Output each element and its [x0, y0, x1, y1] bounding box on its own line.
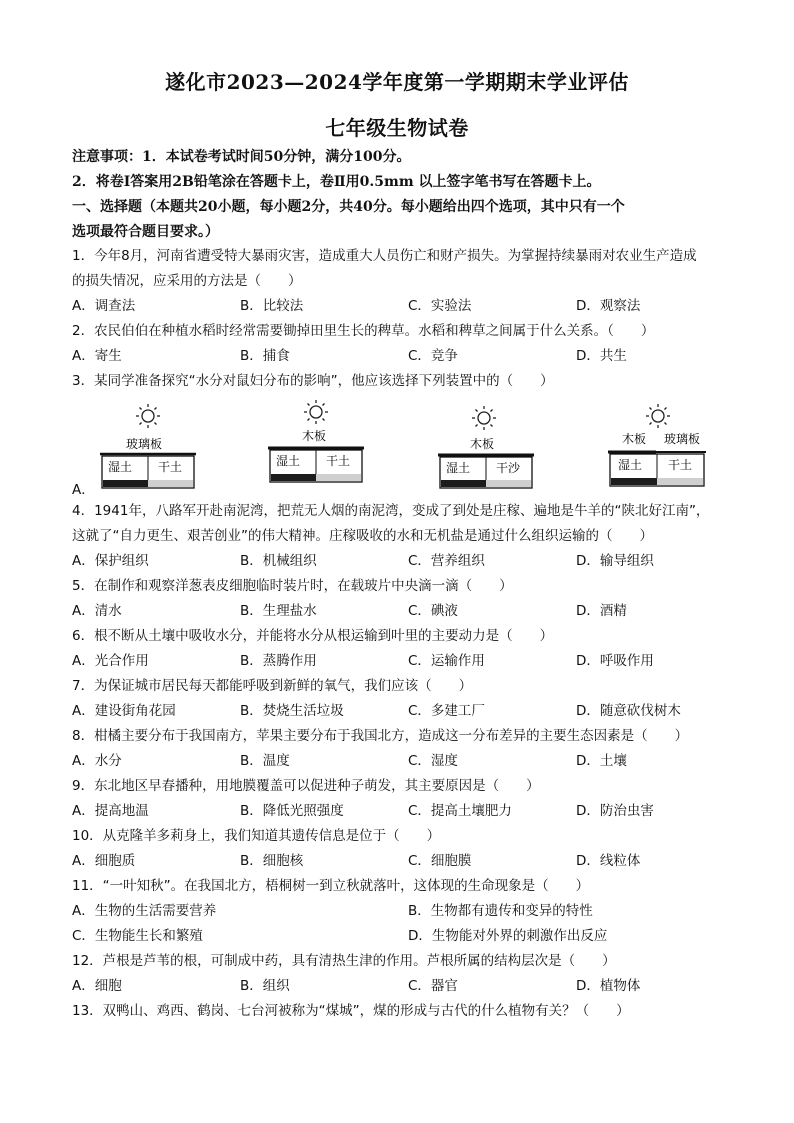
- sun-icon: [646, 404, 670, 428]
- question-4-stem-2: 这就了“自力更生、艰苦创业”的伟大精神。庄稼吸收的水和无机盐是通过什么组织运输的（ ）: [72, 528, 653, 544]
- device-3-right-label: 干沙: [496, 461, 521, 475]
- question-7-stem: 7．为保证城市居民每天都能呼吸到新鲜的氧气，我们应该（ ）: [72, 678, 473, 694]
- device-2-left-label: 湿土: [276, 454, 301, 468]
- device-4-right-label: 干土: [668, 458, 693, 472]
- question-3-stem: 3．某同学准备探究“水分对鼠妇分布的影响”，他应该选择下列装置中的（ ）: [72, 373, 554, 389]
- question-12-option-c: C．器官: [408, 978, 458, 994]
- question-8-option-d: D．土壤: [576, 753, 627, 769]
- question-6-option-c: C．运输作用: [408, 653, 485, 669]
- question-7-option-b: B．焚烧生活垃圾: [240, 703, 344, 719]
- notes-line-2: 2．将卷Ⅰ答案用2B铅笔涂在答题卡上，卷Ⅱ用0.5mm 以上签字笔书写在答题卡上。: [72, 174, 601, 190]
- question-9-option-b: B．降低光照强度: [240, 803, 344, 819]
- question-10-option-d: D．线粒体: [576, 853, 641, 869]
- question-6-option-a: A．光合作用: [72, 653, 149, 669]
- question-7-option-c: C．多建工厂: [408, 703, 485, 719]
- question-5-option-c: C．碘液: [408, 603, 458, 619]
- sun-icon: [136, 404, 160, 428]
- question-12-option-a: A．细胞: [72, 978, 122, 994]
- question-12-option-d: D．植物体: [576, 978, 641, 994]
- question-10-option-b: B．细胞核: [240, 853, 304, 869]
- question-6-option-d: D．呼吸作用: [576, 653, 654, 669]
- question-8-option-b: B．温度: [240, 753, 290, 769]
- question-4-option-d: D．输导组织: [576, 553, 654, 569]
- question-11-option-d: D．生物能对外界的刺激作出反应: [408, 928, 608, 944]
- question-5-stem: 5．在制作和观察洋葱表皮细胞临时装片时，在载玻片中央滴一滴（ ）: [72, 578, 513, 594]
- device-2-right-label: 干土: [326, 454, 351, 468]
- question-2-stem: 2．农民伯伯在种植水稻时经常需要锄掉田里生长的稗草。水稻和稗草之间属于什么关系。（ ）: [72, 323, 655, 339]
- device-1-cover-label: 玻璃板: [126, 437, 163, 451]
- question-2-option-a: A．寄生: [72, 348, 122, 364]
- notes-line-1: 注意事项：1．本试卷考试时间50分钟，满分100分。: [72, 149, 411, 165]
- question-9-option-a: A．提高地温: [72, 803, 149, 819]
- question-10-option-a: A．细胞质: [72, 853, 136, 869]
- device-4: [606, 398, 716, 494]
- sun-icon: [472, 406, 496, 430]
- question-6-option-b: B．蒸腾作用: [240, 653, 317, 669]
- question-4-option-b: B．机械组织: [240, 553, 317, 569]
- question-9-stem: 9．东北地区早春播种，用地膜覆盖可以促进种子萌发，其主要原因是（ ）: [72, 778, 540, 794]
- device-4-left-label: 湿土: [618, 458, 643, 472]
- question-4-option-c: C．营养组织: [408, 553, 485, 569]
- question-5-option-d: D．酒精: [576, 603, 627, 619]
- device-3-left-label: 湿土: [446, 461, 471, 475]
- question-5-option-a: A．清水: [72, 603, 122, 619]
- question-1-option-c: C．实验法: [408, 298, 472, 314]
- exam-title: 遂化市2023—2024学年度第一学期期末学业评估: [165, 70, 629, 94]
- device-1-left-label: 湿土: [108, 460, 133, 474]
- device-4-cover-left-label: 木板: [622, 432, 647, 446]
- question-4-stem-1: 4．1941年，八路军开赴南泥湾，把荒无人烟的南泥湾，变成了到处是庄稼、遍地是牛羊的“陕北好江南”，: [72, 503, 710, 519]
- device-2: [266, 398, 366, 494]
- question-1-stem-1: 1．今年8月，河南省遭受特大暴雨灾害，造成重大人员伤亡和财产损失。为掌握持续暴雨对农业生产造成: [72, 248, 697, 264]
- question-2-option-c: C．竞争: [408, 348, 458, 364]
- device-4-cover-right-label: 玻璃板: [664, 432, 701, 446]
- question-11-option-a: A．生物的生活需要营养: [72, 903, 217, 919]
- question-1-stem-2: 的损失情况，应采用的方法是（ ）: [72, 273, 302, 289]
- question-11-option-c: C．生物能生长和繁殖: [72, 928, 203, 944]
- question-7-option-a: A．建设街角花园: [72, 703, 176, 719]
- question-1-option-a: A．调查法: [72, 298, 136, 314]
- device-3: [436, 398, 536, 494]
- device-3-cover-label: 木板: [470, 437, 495, 451]
- question-8-stem: 8．柑橘主要分布于我国南方，苹果主要分布于我国北方，造成这一分布差异的主要生态因素是（ ）: [72, 728, 689, 744]
- question-12-option-b: B．组织: [240, 978, 290, 994]
- question-10-option-c: C．细胞膜: [408, 853, 472, 869]
- exam-subtitle: 七年级生物试卷: [325, 116, 469, 140]
- question-8-option-c: C．湿度: [408, 753, 458, 769]
- question-4-option-a: A．保护组织: [72, 553, 149, 569]
- device-2-cover-label: 木板: [302, 429, 327, 443]
- question-11-option-b: B．生物都有遗传和变异的特性: [408, 903, 593, 919]
- device-1-right-label: 干土: [158, 460, 183, 474]
- question-6-stem: 6．根不断从土壤中吸收水分，并能将水分从根运输到叶里的主要动力是（ ）: [72, 628, 554, 644]
- question-10-stem: 10．从克隆羊多莉身上，我们知道其遗传信息是位于（ ）: [72, 828, 441, 844]
- question-3-option-a-letter: A．: [72, 482, 95, 498]
- sun-icon: [304, 400, 328, 424]
- question-9-option-d: D．防治虫害: [576, 803, 654, 819]
- section-heading-line-1: 一、选择题（本题共20小题，每小题2分，共40分。每小题给出四个选项，其中只有一个: [72, 199, 625, 215]
- question-1-option-d: D．观察法: [576, 298, 641, 314]
- question-8-option-a: A．水分: [72, 753, 122, 769]
- device-1: [98, 398, 198, 494]
- question-12-stem: 12．芦根是芦苇的根，可制成中药，具有清热生津的作用。芦根所属的结构层次是（ ）: [72, 953, 616, 969]
- question-13-stem: 13．双鸭山、鸡西、鹤岗、七台河被称为“煤城”，煤的形成与古代的什么植物有关？（ ）: [72, 1003, 630, 1019]
- section-heading-line-2: 选项最符合题目要求。）: [72, 224, 219, 240]
- question-5-option-b: B．生理盐水: [240, 603, 317, 619]
- question-1-option-b: B．比较法: [240, 298, 304, 314]
- question-2-option-d: D．共生: [576, 348, 627, 364]
- question-2-option-b: B．捕食: [240, 348, 290, 364]
- question-7-option-d: D．随意砍伐树木: [576, 703, 681, 719]
- question-11-stem: 11．“一叶知秋”。在我国北方，梧桐树一到立秋就落叶，这体现的生命现象是（ ）: [72, 878, 590, 894]
- question-9-option-c: C．提高土壤肥力: [408, 803, 512, 819]
